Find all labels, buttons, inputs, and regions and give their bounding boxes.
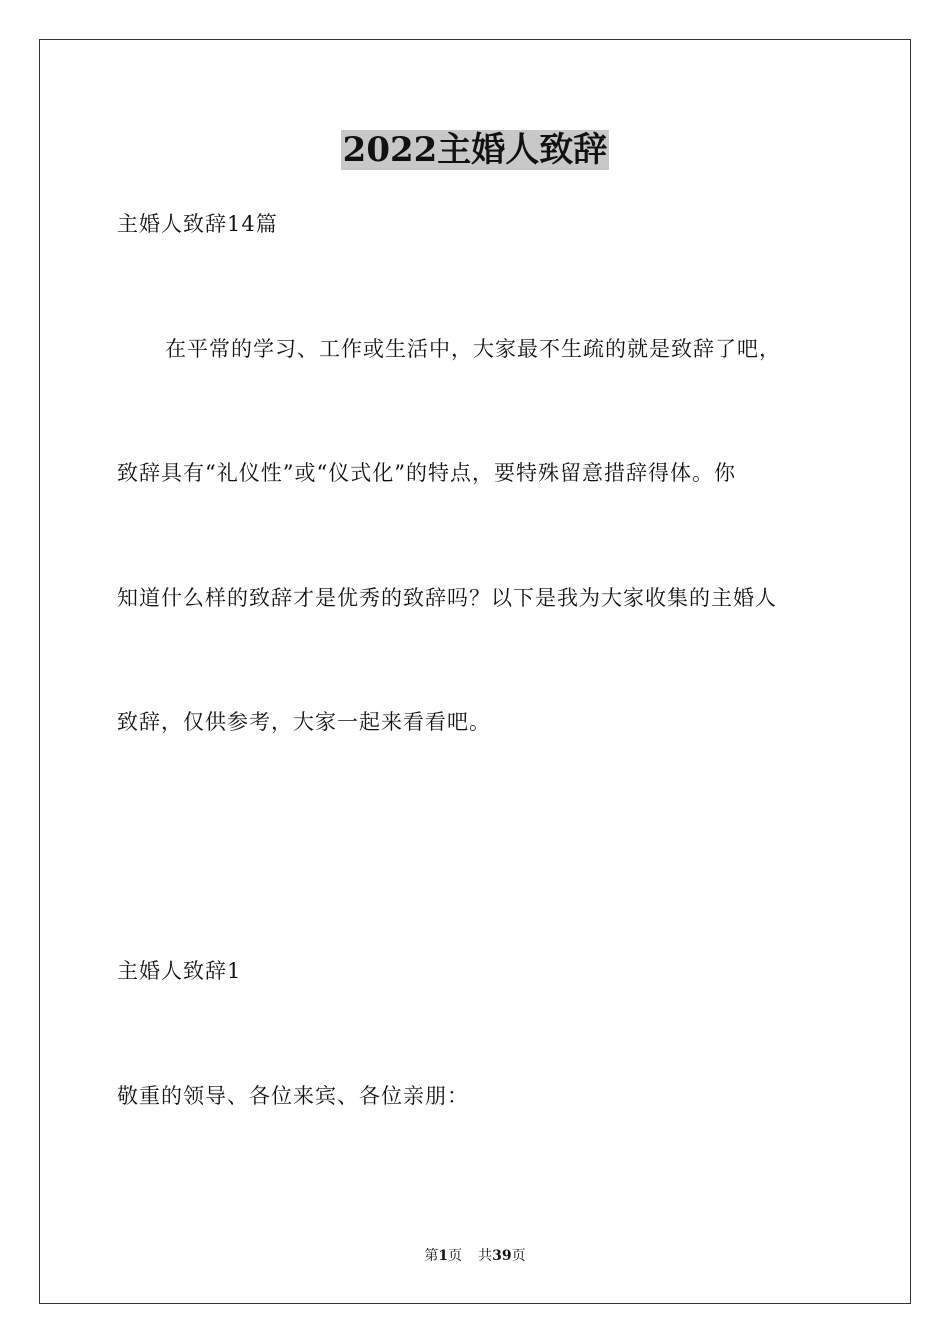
document-subtitle: 主婚人致辞14篇	[117, 212, 278, 236]
footer-page-prefix: 第	[424, 1248, 439, 1264]
footer-total-pages: 39	[492, 1248, 512, 1264]
intro-paragraph-line-4: 致辞，仅供参考，大家一起来看看吧。	[117, 710, 491, 734]
page-footer	[0, 1246, 950, 1266]
document-title	[0, 128, 950, 172]
document-title-text: 2022主婚人致辞	[342, 130, 608, 170]
intro-paragraph-line-2: 致辞具有“礼仪性”或“仪式化”的特点，要特殊留意措辞得体。你	[117, 461, 736, 485]
footer-page-suffix: 页	[448, 1248, 463, 1264]
greeting-line: 敬重的领导、各位来宾、各位亲朋：	[117, 1084, 469, 1108]
intro-paragraph-line-3: 知道什么样的致辞才是优秀的致辞吗？以下是我为大家收集的主婚人	[117, 586, 777, 610]
section-heading: 主婚人致辞1	[117, 959, 242, 983]
intro-paragraph-line-1: 在平常的学习、工作或生活中，大家最不生疏的就是致辞了吧，	[165, 337, 781, 361]
footer-total-suffix: 页	[511, 1248, 526, 1264]
footer-total-prefix: 共	[478, 1248, 493, 1264]
footer-page-number: 1	[438, 1248, 449, 1264]
